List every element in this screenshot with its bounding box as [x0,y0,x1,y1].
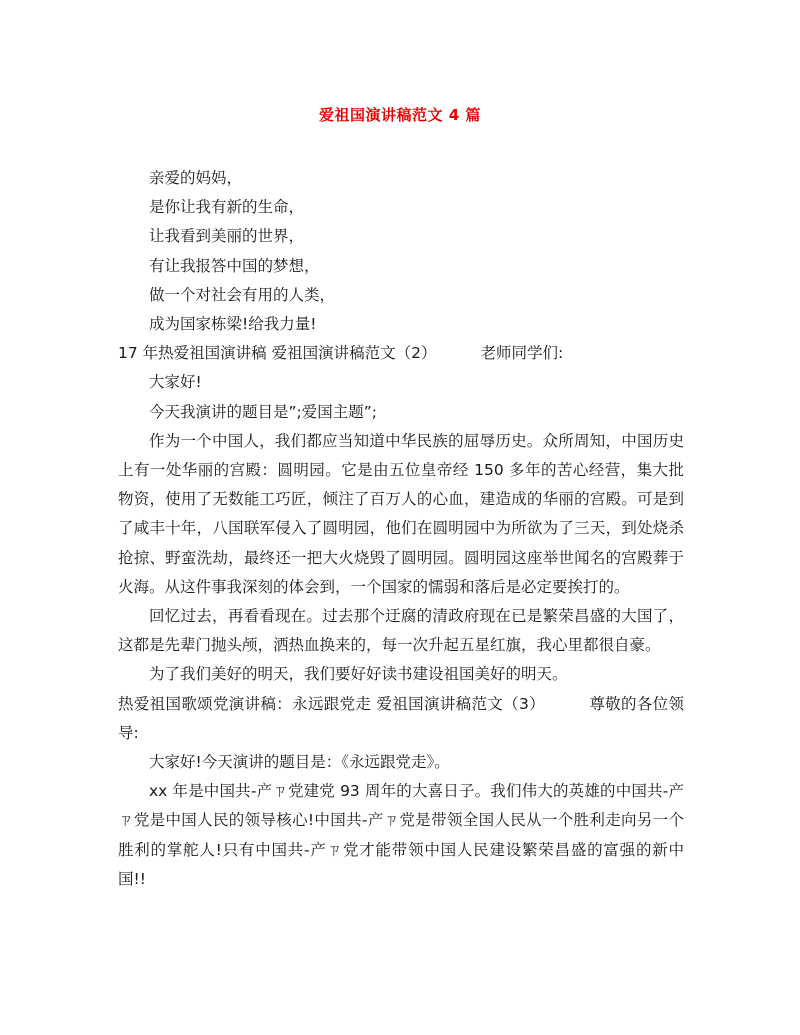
section-2-greeting: 大家好! [149,373,202,392]
section-2-heading: 17 年热爱祖国演讲稿 爱祖国演讲稿范文（2） [118,344,437,363]
section-2-topic: 今天我演讲的题目是”;爱国主题”; [149,402,378,421]
section-3-paragraph-1: xx 年是中国共-产ㄗ党建党 93 周年的大喜日子。我们伟大的英雄的中国共-产ㄗ党是中国人民的领导核心!中国共-产ㄗ党是带领全国人民从一个胜利走向另一个胜利的掌舵人!只有中国共-产ㄗ党才能带领中国人民建设繁荣昌盛的富强的新中国!! [118,782,684,888]
document-title: 爱祖国演讲稿范文 4 篇 [319,106,481,124]
poem-line: 成为国家栋梁!给我力量! [149,315,317,334]
section-3-heading: 热爱祖国歌颂党演讲稿：永远跟党走 爱祖国演讲稿范文（3） [118,694,546,713]
poem-line: 是你让我有新的生命， [149,198,305,217]
section-2-paragraph-2: 回忆过去，再看看现在。过去那个迂腐的清政府现在已是繁荣昌盛的大国了，这都是先辈门抛头颅，洒热血换来的，每一次升起五星红旗，我心里都很自豪。 [118,607,684,655]
section-3-greeting: 大家好!今天演讲的题目是：《永远跟党走》。 [149,753,450,772]
section-2-salutation: 老师同学们: [480,344,564,363]
poem-line: 亲爱的妈妈， [149,169,243,187]
poem-line: 做一个对社会有用的人类， [149,285,336,304]
section-2-heading-line [118,339,684,368]
document-body [118,164,684,894]
poem-line: 有让我报答中国的梦想， [149,256,320,275]
section-3-salutation: 尊敬的各位领导: [118,694,684,742]
section-2-paragraph-1: 作为一个中国人，我们都应当知道中华民族的屈辱历史。众所周知，中国历史上有一处华丽的宫殿：圆明园。它是由五位皇帝经 150 多年的苦心经营，集大批物资，使用了无数能工巧匠，倾注了百万人的心血，建造成的华丽的宫殿。可是到了咸丰十年，八国联军侵入了圆明园，他们在圆明园中为所欲为了三天，到处烧杀抢掠、野蛮洗劫，最终还一把大火烧毁了圆明园。圆明园这座举世闻名的宫殿葬于火海。从这件事我深刻的体会到，一个国家的懦弱和落后是必定要挨打的。 [118,431,684,596]
section-3-heading-line [118,690,684,748]
poem-line: 让我看到美丽的世界， [149,227,305,246]
section-2-paragraph-3: 为了我们美好的明天，我们要好好读书建设祖国美好的明天。 [149,665,568,684]
